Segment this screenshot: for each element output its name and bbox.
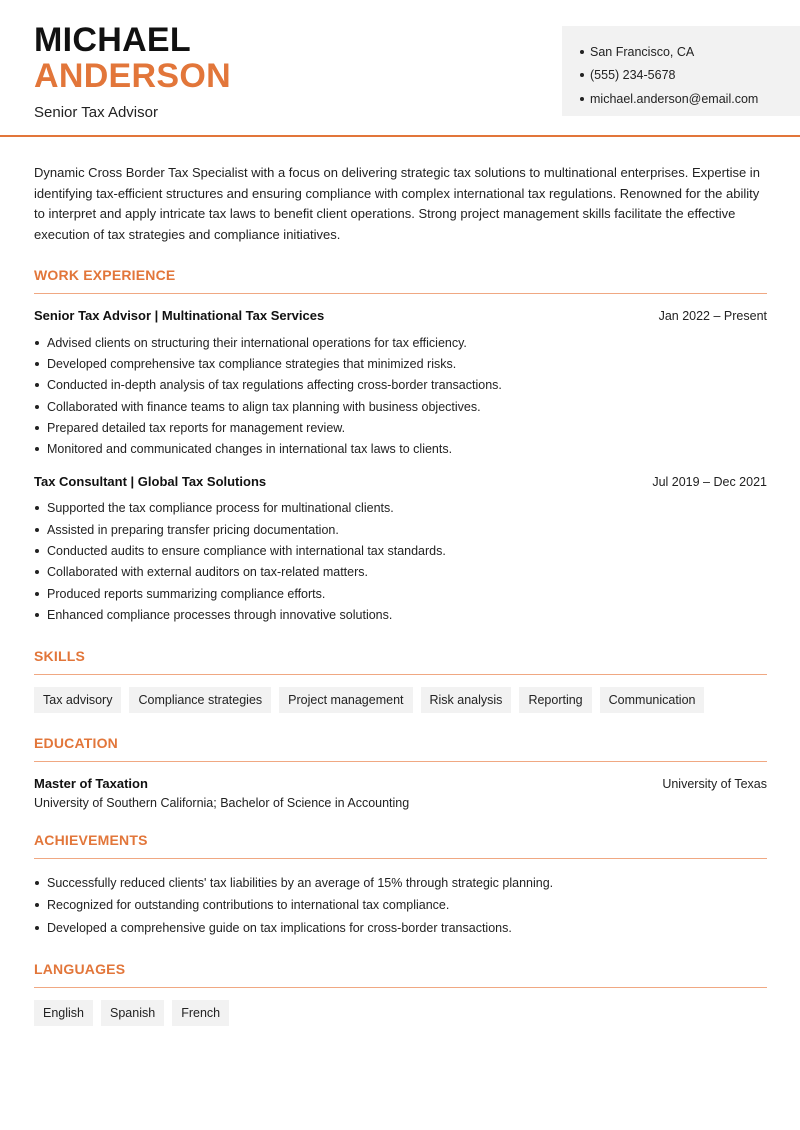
bullet-icon: [35, 881, 39, 885]
bullet-text: Assisted in preparing transfer pricing documentation.: [47, 522, 339, 537]
education-header: [34, 776, 767, 791]
bullet-icon: [580, 50, 584, 54]
section-title-education: EDUCATION: [34, 735, 767, 762]
resume-body: [34, 163, 767, 1026]
section-title-languages: LANGUAGES: [34, 961, 767, 988]
email-text: michael.anderson@email.com: [590, 91, 759, 106]
skill-tag: Risk analysis: [421, 687, 512, 713]
job-bullets: [34, 498, 767, 626]
language-tag: French: [172, 1000, 229, 1026]
list-item: [34, 604, 767, 625]
bullet-icon: [35, 506, 39, 510]
bullet-text: Collaborated with finance teams to align tax planning with business objectives.: [47, 399, 481, 414]
bullet-text: Conducted in-depth analysis of tax regulations affecting cross-border transactions.: [47, 378, 502, 393]
bullet-icon: [35, 528, 39, 532]
achievement-text: Developed a comprehensive guide on tax implications for cross-border transactions.: [47, 920, 512, 935]
bullet-text: Prepared detailed tax reports for management review.: [47, 420, 346, 435]
resume-header: [0, 0, 800, 137]
bullet-icon: [35, 341, 39, 345]
job-entry: [34, 474, 767, 626]
bullet-text: Collaborated with external auditors on tax-related matters.: [47, 565, 368, 580]
job-dates: Jul 2019 – Dec 2021: [652, 474, 767, 489]
skill-tag: Tax advisory: [34, 687, 121, 713]
job-header: [34, 474, 767, 489]
phone-text: (555) 234-5678: [590, 68, 676, 83]
list-item: [34, 438, 767, 459]
degree: Master of Taxation: [34, 775, 148, 791]
language-tag: Spanish: [101, 1000, 164, 1026]
contact-phone: [580, 64, 800, 88]
skill-tag: Compliance strategies: [129, 687, 271, 713]
contact-location: [580, 40, 800, 64]
bullet-icon: [35, 903, 39, 907]
job-role: Senior Tax Advisor | Multinational Tax Services: [34, 308, 325, 323]
education-detail: University of Southern California; Bachelor of Science in Accounting: [34, 795, 410, 810]
job-header: [34, 308, 767, 323]
bullet-icon: [580, 73, 584, 77]
bullet-text: Monitored and communicated changes in international tax laws to clients.: [47, 442, 453, 457]
bullet-text: Enhanced compliance processes through innovative solutions.: [47, 607, 393, 622]
bullet-text: Advised clients on structuring their international operations for tax efficiency.: [47, 335, 467, 350]
bullet-icon: [35, 447, 39, 451]
job-bullets: [34, 332, 767, 460]
first-name: MICHAEL: [34, 21, 191, 59]
bullet-text: Produced reports summarizing compliance efforts.: [47, 586, 326, 601]
list-item: [34, 562, 767, 583]
bullet-icon: [35, 405, 39, 409]
skill-tag: Reporting: [519, 687, 591, 713]
job-dates: Jan 2022 – Present: [658, 309, 767, 323]
job-title: Senior Tax Advisor: [34, 104, 158, 121]
bullet-text: Developed comprehensive tax compliance strategies that minimized risks.: [47, 356, 457, 371]
bullet-text: Conducted audits to ensure compliance with international tax standards.: [47, 544, 446, 559]
bullet-icon: [35, 592, 39, 596]
contact-email: [580, 87, 800, 111]
name-block: [34, 22, 231, 121]
list-item: [34, 498, 767, 519]
list-item: [34, 917, 767, 940]
bullet-text: Supported the tax compliance process for multinational clients.: [47, 501, 394, 516]
job-entry: [34, 308, 767, 460]
bullet-icon: [35, 383, 39, 387]
list-item: [34, 872, 767, 895]
achievement-text: Successfully reduced clients' tax liabilities by an average of 15% through strategic planning.: [47, 875, 554, 890]
bullet-icon: [35, 613, 39, 617]
list-item: [34, 396, 767, 417]
list-item: [34, 583, 767, 604]
job-role: Tax Consultant | Global Tax Solutions: [34, 473, 267, 489]
skill-tag: Communication: [600, 687, 705, 713]
contact-box: [562, 26, 800, 116]
skill-tag: Project management: [279, 687, 412, 713]
list-item: [34, 332, 767, 353]
section-title-work: WORK EXPERIENCE: [34, 267, 767, 294]
bullet-icon: [35, 362, 39, 366]
list-item: [34, 353, 767, 374]
achievements-list: [34, 872, 767, 940]
list-item: [34, 375, 767, 396]
bullet-icon: [35, 549, 39, 553]
summary: Dynamic Cross Border Tax Specialist with a focus on delivering strategic tax solutions to multinational enterprises. Expertise in identifying tax-efficient structures and ensuring compliance with complex international tax regulations. Renowned for the ability to interpret and apply intricate tax laws to benefit client operations. Strong project management skills facilitate the effective execution of tax strategies and compliance initiatives.: [34, 165, 760, 242]
list-item: [34, 540, 767, 561]
list-item: [34, 519, 767, 540]
section-title-skills: SKILLS: [34, 648, 767, 675]
skills-list: [34, 687, 767, 713]
bullet-icon: [580, 97, 584, 101]
bullet-icon: [35, 426, 39, 430]
section-title-achievements: ACHIEVEMENTS: [34, 832, 767, 859]
language-tag: English: [34, 1000, 93, 1026]
languages-list: [34, 1000, 767, 1026]
list-item: [34, 417, 767, 438]
education-entry: [34, 776, 767, 810]
location-text: San Francisco, CA: [590, 44, 695, 59]
bullet-icon: [35, 570, 39, 574]
last-name: ANDERSON: [34, 57, 231, 95]
list-item: [34, 894, 767, 917]
achievement-text: Recognized for outstanding contributions to international tax compliance.: [47, 898, 450, 913]
university: University of Texas: [662, 776, 767, 791]
bullet-icon: [35, 926, 39, 930]
